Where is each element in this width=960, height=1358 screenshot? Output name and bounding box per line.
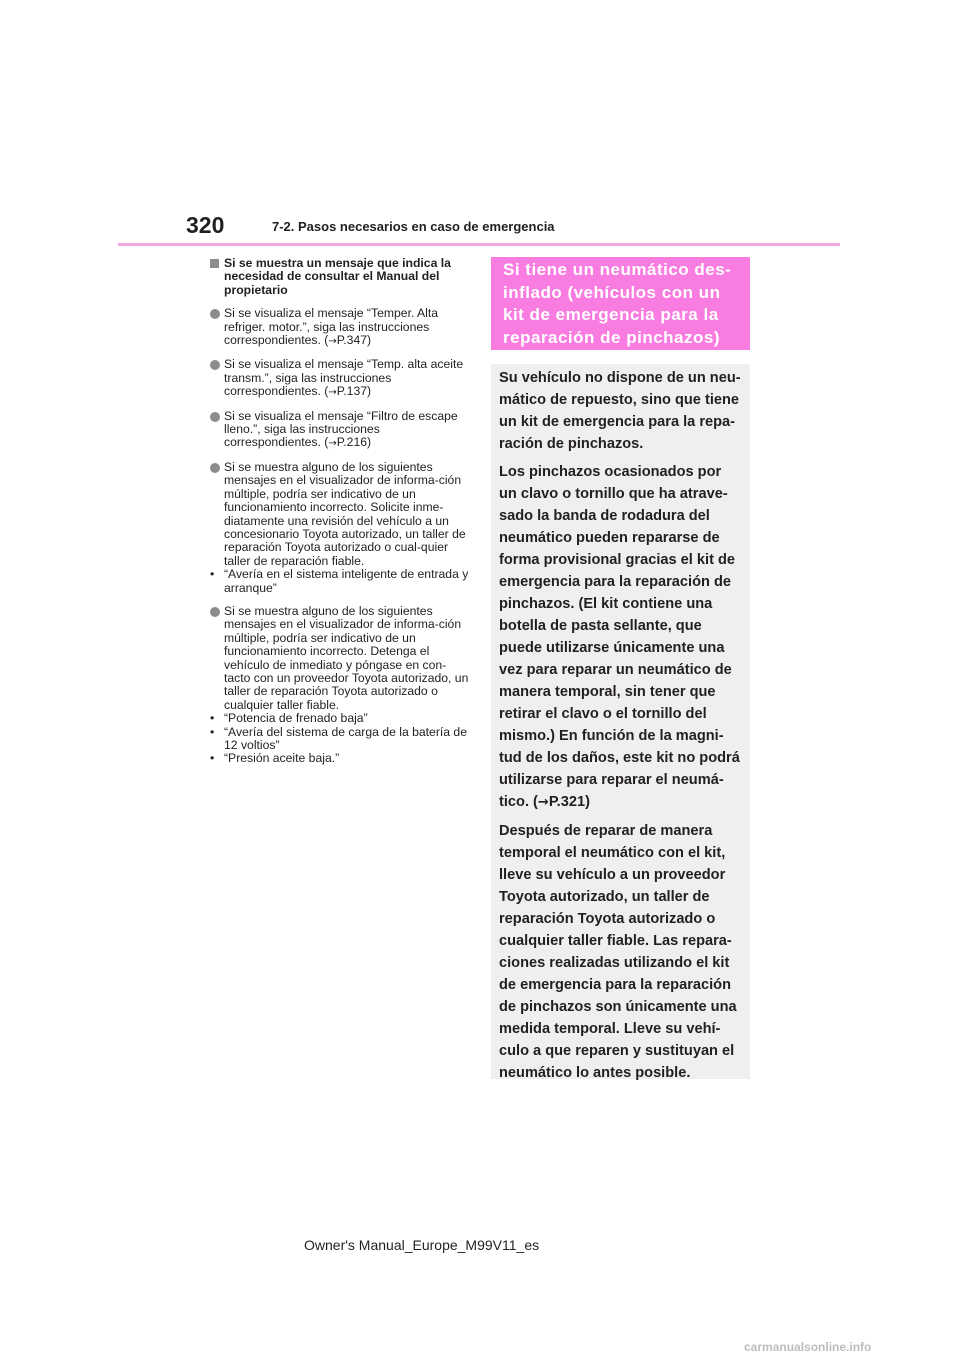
item-text: Si se visualiza el mensaje “Temper. Alta refriger. motor.”, siga las instrucciones correspondientes. (: [224, 306, 439, 348]
item-text: Si se muestra alguno de los siguientes mensajes en el visualizador de informa-ción múltiple, podría ser indicativo de un funcionamiento incorrecto. Detenga el vehículo de inmediato y póngase en con-tacto con un proveedor Toyota autorizado, un taller de reparación Toyota autorizado o cualquier taller fiable.: [224, 603, 469, 712]
list-item: [210, 410, 470, 451]
header-rule: [118, 243, 840, 246]
circle-bullet-icon: [210, 412, 220, 422]
subheading-text: Si se muestra un mensaje que indica la necesidad de consultar el Manual del propietario: [224, 256, 451, 297]
list-item: [210, 605, 470, 712]
list-item: [210, 358, 470, 399]
circle-bullet-icon: [210, 360, 220, 370]
circle-bullet-icon: [210, 463, 220, 473]
page-reference-link[interactable]: P.137): [336, 384, 372, 399]
circle-bullet-icon: [210, 607, 220, 617]
item-text: Si se muestra alguno de los siguientes mensajes en el visualizador de informa-ción múltiple, podría ser indicativo de un funcionamiento incorrecto. Solicite inme-diatamente una revisión del vehículo a un concesionario Toyota autorizado, un taller de reparación Toyota autorizado o cual-quier taller de reparación fiable.: [224, 459, 466, 568]
sub-bullet-list: [210, 712, 470, 766]
sub-bullet-item: • “Presión aceite baja.”: [210, 752, 470, 765]
page-reference-link[interactable]: P.216): [336, 435, 372, 450]
info-paragraph: Su vehículo no dispone de un neu-mático de repuesto, sino que tiene un kit de emergencia para la repa-ración de pinchazos.: [499, 370, 741, 452]
sub-bullet-list: [210, 568, 470, 595]
square-bullet-icon: [210, 259, 219, 268]
list-item: [210, 461, 470, 568]
info-box: [491, 364, 750, 1079]
left-column: [210, 257, 470, 766]
circle-bullet-icon: [210, 309, 220, 319]
arrow-icon: →: [328, 387, 337, 399]
page-reference-link[interactable]: P.321): [548, 794, 590, 810]
sub-bullet-item: • “Avería en el sistema inteligente de entrada y arranque”: [210, 568, 470, 595]
page-reference-link[interactable]: P.347): [336, 333, 372, 348]
footer-text: Owner's Manual_Europe_M99V11_es: [304, 1237, 540, 1253]
item-text: Si se visualiza el mensaje “Temp. alta aceite transm.”, siga las instrucciones correspondientes. (: [224, 357, 464, 399]
arrow-icon: →: [537, 795, 549, 810]
page-number: 320: [186, 212, 225, 238]
sub-bullet-item: • “Avería del sistema de carga de la batería de 12 voltios”: [210, 726, 470, 753]
info-paragraph: [499, 461, 742, 814]
info-paragraph-text: Los pinchazos ocasionados por un clavo o tornillo que ha atrave-sado la banda de rodadura del neumático pueden repararse de forma provisional gracias el kit de emergencia para la reparación de pinchazos. (El kit contiene una botella de pasta sellante, que puede utilizarse únicamente una vez para reparar un neumático de manera temporal, sin tener que retirar el clavo o el tornillo del mismo.) En función de la magni-tud de los daños, este kit no podrá utilizarse para reparar el neumá-tico. (: [499, 464, 740, 810]
item-text: Si se visualiza el mensaje “Filtro de escape lleno.”, siga las instrucciones correspondientes. (: [224, 408, 458, 450]
info-paragraph: Después de reparar de manera temporal el neumático con el kit, lleve su vehículo a un proveedor Toyota autorizado, un taller de reparación Toyota autorizado o cualquier taller fiable. Las repara-ciones realizadas utilizando el kit de emergencia para la reparación de pinchazos son únicamente una medida temporal. Lleve su vehí-culo a que reparen y sustituyan el neumático lo antes posible.: [499, 823, 737, 1081]
list-item: [210, 307, 470, 348]
section-title: 7-2. Pasos necesarios en caso de emergencia: [272, 219, 555, 234]
watermark: carmanualsonline.info: [744, 1340, 872, 1354]
arrow-icon: →: [328, 438, 337, 450]
arrow-icon: →: [328, 336, 337, 348]
sub-bullet-item: • “Potencia de frenado baja”: [210, 712, 470, 725]
section-heading-box: Si tiene un neumático des-inflado (vehículos con un kit de emergencia para la reparación de pinchazos): [491, 257, 750, 350]
subheading: [210, 257, 470, 297]
